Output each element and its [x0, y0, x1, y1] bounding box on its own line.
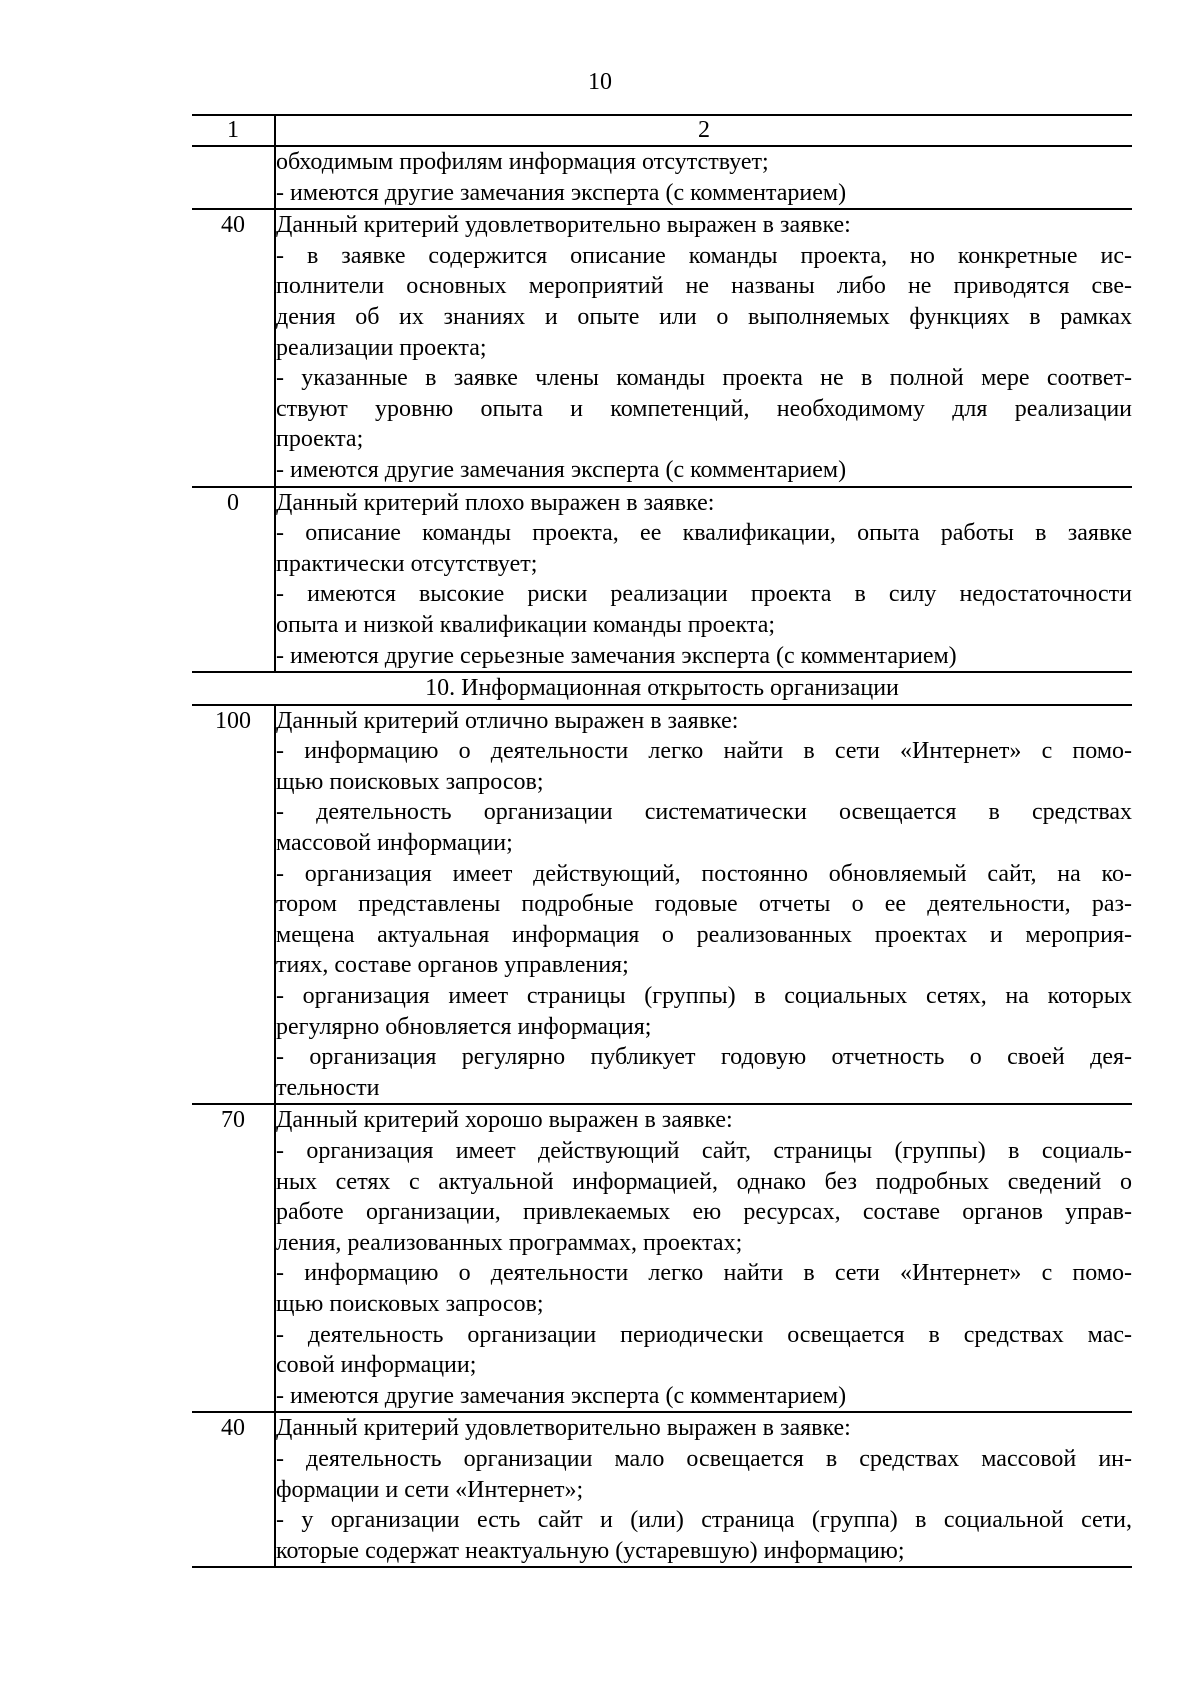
description-line: массовой информации; [276, 830, 513, 857]
criteria-row [192, 209, 1132, 486]
description-line: - имеются другие замечания эксперта (с комментарием) [276, 456, 847, 483]
description-line: - указанные в заявке члены команды проекта не в полной мере соответ- [276, 365, 1132, 392]
score-cell: 40 [192, 209, 275, 486]
description-line: ствуют уровню опыта и компетенций, необходимому для реализации [276, 395, 1132, 422]
description-line: опыта и низкой квалификации команды проекта; [276, 611, 776, 638]
description-line: регулярно обновляется информация; [276, 1013, 652, 1040]
section-heading-row [192, 672, 1132, 705]
section-title: 10. Информационная открытость организации [192, 672, 1132, 705]
description-line: - у организации есть сайт и (или) страница (группа) в социальной сети, [276, 1507, 1132, 1534]
description-line: тором представлены подробные годовые отчеты о ее деятельности, раз- [276, 891, 1132, 918]
criteria-row [192, 705, 1132, 1105]
description-line: щью поисковых запросов; [276, 768, 544, 795]
description-line: совой информации; [276, 1352, 477, 1379]
score-cell: 100 [192, 705, 275, 1105]
description-line: которые содержат неактуальную (устаревшую) информацию; [276, 1537, 905, 1564]
description-line: - деятельность организации периодически освещается в средствах мас- [276, 1321, 1132, 1348]
description-line: Данный критерий удовлетворительно выражен в заявке: [276, 212, 851, 239]
table-header-row [192, 115, 1132, 146]
description-line: - деятельность организации систематически освещается в средствах [276, 799, 1132, 826]
description-line: обходимым профилям информация отсутствует; [276, 149, 769, 175]
description-line: - деятельность организации мало освещается в средствах массовой ин- [276, 1445, 1132, 1472]
description-line: Данный критерий плохо выражен в заявке: [276, 489, 715, 516]
description-line: работе организации, привлекаемых ею ресурсах, составе органов управ- [276, 1199, 1132, 1226]
criteria-row [192, 1104, 1132, 1412]
description-line: - имеются другие замечания эксперта (с комментарием) [276, 1382, 847, 1409]
description-line: проекта; [276, 426, 364, 453]
criteria-row [192, 487, 1132, 673]
description-line: - имеются высокие риски реализации проекта в силу недостаточности [276, 581, 1132, 608]
criteria-row [192, 1412, 1132, 1567]
description-line: - организация регулярно публикует годовую отчетность о своей дея- [276, 1044, 1132, 1071]
description-cell [275, 705, 1132, 1105]
description-line: тельности [276, 1074, 380, 1101]
description-line: - в заявке содержится описание команды проекта, но конкретные ис- [276, 242, 1132, 269]
description-line: практически отсутствует; [276, 550, 538, 577]
criteria-row [192, 146, 1132, 209]
score-cell: 0 [192, 487, 275, 673]
description-line: реализации проекта; [276, 334, 487, 361]
description-line: - описание команды проекта, ее квалификации, опыта работы в заявке [276, 520, 1132, 547]
description-line: - информацию о деятельности легко найти в сети «Интернет» с помо- [276, 738, 1132, 765]
description-line: - имеются другие серьезные замечания эксперта (с комментарием) [276, 642, 957, 669]
criteria-table [192, 114, 1132, 1568]
description-line: щью поисковых запросов; [276, 1290, 544, 1317]
column-header-2: 2 [275, 115, 1132, 146]
description-cell [275, 146, 1132, 209]
description-line: Данный критерий отлично выражен в заявке: [276, 707, 739, 734]
description-line: Данный критерий хорошо выражен в заявке: [276, 1107, 733, 1134]
description-line: - организация имеет действующий сайт, страницы (группы) в социаль- [276, 1138, 1132, 1164]
description-line: Данный критерий удовлетворительно выражен в заявке: [276, 1415, 851, 1442]
description-cell [275, 1412, 1132, 1567]
score-cell [192, 146, 275, 209]
description-line: формации и сети «Интернет»; [276, 1476, 584, 1503]
description-line: полнители основных мероприятий не названы либо не приводятся све- [276, 273, 1132, 300]
column-header-1: 1 [192, 115, 275, 146]
description-line: мещена актуальная информация о реализованных проектах и мероприя- [276, 921, 1132, 948]
description-line: - организация имеет страницы (группы) в социальных сетях, на которых [276, 983, 1132, 1010]
description-line: - информацию о деятельности легко найти в сети «Интернет» с помо- [276, 1260, 1132, 1287]
description-cell [275, 1104, 1132, 1412]
description-cell [275, 209, 1132, 486]
description-line: - имеются другие замечания эксперта (с комментарием) [276, 179, 847, 206]
score-cell: 70 [192, 1104, 275, 1412]
description-cell [275, 487, 1132, 673]
description-line: ления, реализованных программах, проектах; [276, 1229, 743, 1256]
description-line: тиях, составе органов управления; [276, 952, 629, 979]
score-cell: 40 [192, 1412, 275, 1567]
description-line: дения об их знаниях и опыте или о выполняемых функциях в рамках [276, 303, 1132, 330]
page-number: 10 [588, 69, 612, 95]
description-line: - организация имеет действующий, постоянно обновляемый сайт, на ко- [276, 860, 1132, 887]
description-line: ных сетях с актуальной информацией, однако без подробных сведений о [276, 1168, 1132, 1195]
